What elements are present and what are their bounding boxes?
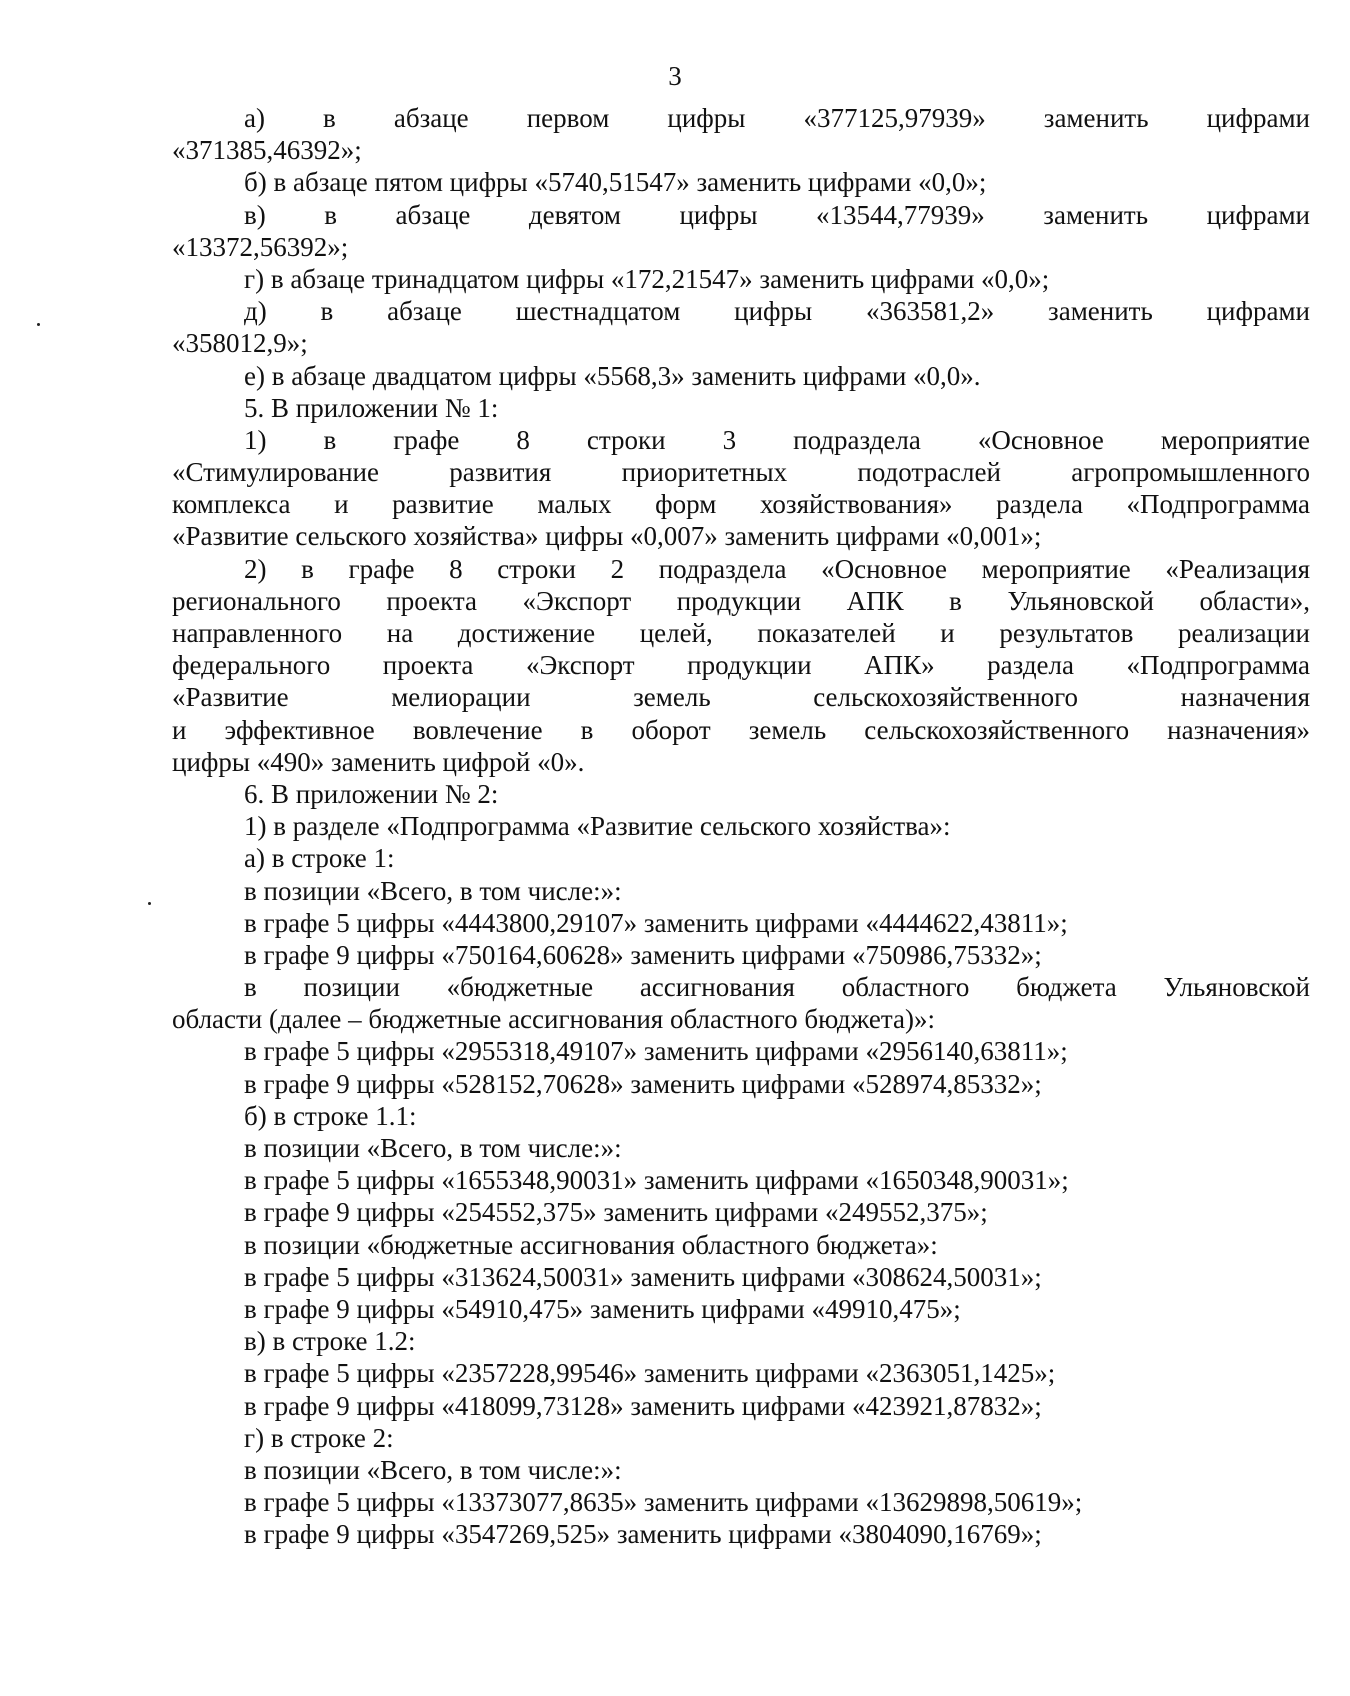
text-line: в графе 5 цифры «2357228,99546» заменить цифрами «2363051,1425»; bbox=[244, 1358, 1056, 1389]
text-line: в графе 9 цифры «750164,60628» заменить цифрами «750986,75332»; bbox=[244, 939, 1042, 970]
text-line: в) в строке 1.2: bbox=[244, 1326, 416, 1357]
text-line: комплекса и развитие малых форм хозяйствования» раздела «Подпрограмма bbox=[172, 489, 1310, 520]
text-line: г) в абзаце тринадцатом цифры «172,21547» заменить цифрами «0,0»; bbox=[244, 263, 1050, 294]
text-line: направленного на достижение целей, показателей и результатов реализации bbox=[172, 618, 1310, 648]
text-line: б) в абзаце пятом цифры «5740,51547» заменить цифрами «0,0»; bbox=[244, 167, 987, 198]
text-line: в графе 5 цифры «2955318,49107» заменить цифрами «2956140,63811»; bbox=[244, 1036, 1068, 1067]
scan-speck bbox=[148, 902, 151, 905]
text-line: в графе 5 цифры «4443800,29107» заменить цифрами «4444622,43811»; bbox=[244, 907, 1068, 938]
section-heading: 6. В приложении № 2: bbox=[244, 778, 499, 809]
text-line: «Развитие сельского хозяйства» цифры «0,007» заменить цифрами «0,001»; bbox=[172, 521, 1042, 552]
text-line: «13372,56392»; bbox=[172, 231, 349, 262]
text-line: в графе 9 цифры «528152,70628» заменить цифрами «528974,85332»; bbox=[244, 1068, 1042, 1099]
text-line: а) в строке 1: bbox=[244, 843, 395, 874]
text-line: 2) в графе 8 строки 2 подраздела «Основное мероприятие «Реализация bbox=[244, 553, 1310, 584]
text-line: б) в строке 1.1: bbox=[244, 1100, 417, 1131]
text-line: в позиции «Всего, в том числе:»: bbox=[244, 875, 622, 906]
page-number: 3 bbox=[668, 61, 682, 91]
text-line: в графе 5 цифры «313624,50031» заменить цифрами «308624,50031»; bbox=[244, 1261, 1042, 1292]
text-line: а) в абзаце первом цифры «377125,97939» заменить цифрами bbox=[244, 103, 1310, 133]
text-line: в графе 5 цифры «13373077,8635» заменить цифрами «13629898,50619»; bbox=[244, 1487, 1083, 1518]
text-line: г) в строке 2: bbox=[244, 1422, 394, 1453]
text-line: 1) в графе 8 строки 3 подраздела «Основное мероприятие bbox=[244, 424, 1310, 455]
text-line: цифры «490» заменить цифрой «0». bbox=[172, 746, 585, 777]
text-line: е) в абзаце двадцатом цифры «5568,3» заменить цифрами «0,0». bbox=[244, 360, 981, 391]
text-line: «358012,9»; bbox=[172, 328, 308, 359]
text-line: регионального проекта «Экспорт продукции АПК в Ульяновской области», bbox=[172, 585, 1310, 616]
text-line: в графе 5 цифры «1655348,90031» заменить цифрами «1650348,90031»; bbox=[244, 1165, 1069, 1196]
text-line: в графе 9 цифры «254552,375» заменить цифрами «249552,375»; bbox=[244, 1197, 988, 1228]
text-line: в графе 9 цифры «3547269,525» заменить цифрами «3804090,16769»; bbox=[244, 1519, 1042, 1550]
text-line: в позиции «Всего, в том числе:»: bbox=[244, 1454, 622, 1485]
text-line: в позиции «бюджетные ассигнования областного бюджета Ульяновской bbox=[244, 972, 1310, 1003]
text-line: «371385,46392»; bbox=[172, 135, 362, 166]
scan-speck bbox=[37, 323, 40, 326]
text-line: 1) в разделе «Подпрограмма «Развитие сельского хозяйства»: bbox=[244, 811, 951, 842]
document-body bbox=[172, 102, 1310, 1550]
text-line: «Стимулирование развития приоритетных подотраслей агропромышленного bbox=[172, 457, 1310, 488]
text-line: в позиции «Всего, в том числе:»: bbox=[244, 1133, 622, 1163]
text-line: федерального проекта «Экспорт продукции АПК» раздела «Подпрограмма bbox=[172, 650, 1310, 681]
text-line: области (далее – бюджетные ассигнования областного бюджета)»: bbox=[172, 1004, 936, 1035]
text-line: в позиции «бюджетные ассигнования областного бюджета»: bbox=[244, 1229, 938, 1260]
text-line: и эффективное вовлечение в оборот земель сельскохозяйственного назначения» bbox=[172, 714, 1310, 745]
text-line: в) в абзаце девятом цифры «13544,77939» заменить цифрами bbox=[244, 199, 1310, 230]
text-line: «Развитие мелиорации земель сельскохозяйственного назначения bbox=[172, 682, 1310, 713]
text-line: д) в абзаце шестнадцатом цифры «363581,2» заменить цифрами bbox=[244, 296, 1310, 327]
text-line: в графе 9 цифры «418099,73128» заменить цифрами «423921,87832»; bbox=[244, 1390, 1042, 1421]
text-line: в графе 9 цифры «54910,475» заменить цифрами «49910,475»; bbox=[244, 1293, 961, 1324]
section-heading: 5. В приложении № 1: bbox=[244, 392, 499, 423]
